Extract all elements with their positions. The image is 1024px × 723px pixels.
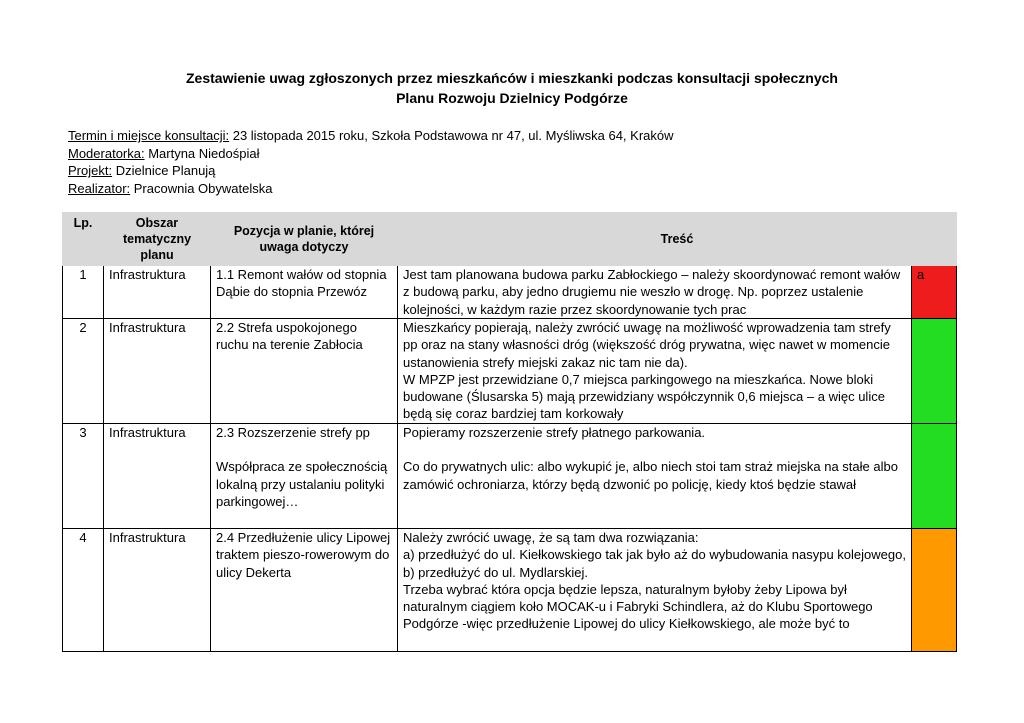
- pozycja-text: 2.2 Strefa uspokojonego ruchu na terenie Zabłocia: [216, 320, 363, 353]
- pozycja-text: 2.4 Przedłużenie ulicy Lipowej traktem pieszo-rowerowym do ulicy Dekerta: [216, 530, 391, 580]
- tresc-paragraph: Jest tam planowana budowa parku Zabłockiego – należy skoordynować remont wałów z budową parku, aby jedno drugiemu nie weszło w drogę. Np. poprzez ustalenie kolejności, w każdym razie przez skoordynowanie tych prac: [403, 267, 901, 317]
- termin-value: 23 listopada 2015 roku, Szkoła Podstawowa nr 47, ul. Myśliwska 64, Kraków: [229, 128, 674, 143]
- meta-projekt: [68, 162, 674, 180]
- row-tresc: [398, 319, 912, 424]
- pozycja-text: Współpraca ze społecznością lokalną przy ustalaniu polityki parkingowej…: [216, 459, 388, 509]
- status-cell: [912, 266, 957, 319]
- meta-block: [68, 127, 674, 197]
- header-tresc: Treść: [398, 213, 957, 266]
- row-pozycja: [211, 266, 398, 319]
- tresc-paragraph: Mieszkańcy popierają, należy zwrócić uwagę na możliwość wprowadzenia tam strefy pp oraz na stany własności dróg (większość dróg prywatna, więc nawet w momencie ustanowienia strefy miejski zakaz nic tam nie da).: [403, 320, 891, 370]
- row-lp: 3: [63, 424, 104, 529]
- meta-realizator: [68, 180, 674, 198]
- tresc-paragraph: Co do prywatnych ulic: albo wykupić je, albo niech stoi tam straż miejska na stałe albo zamówić ochroniarza, którzy będą dzwonić po policję, kiedy ktoś będzie stawał: [403, 459, 898, 492]
- table-row: [63, 319, 957, 424]
- row-obszar: Infrastruktura: [104, 529, 211, 652]
- termin-label: Termin i miejsce konsultacji:: [68, 128, 230, 143]
- realizator-value: Pracownia Obywatelska: [130, 180, 273, 196]
- row-pozycja: [211, 529, 398, 652]
- row-lp: 2: [63, 319, 104, 424]
- realizator-label: Realizator:: [68, 180, 131, 196]
- moderator-label: Moderatorka:: [68, 145, 145, 161]
- table-row: [63, 424, 957, 529]
- title-line-2: Planu Rozwoju Dzielnicy Podgórze: [396, 90, 628, 106]
- row-pozycja: [211, 424, 398, 529]
- row-lp: 4: [63, 529, 104, 652]
- row-obszar: Infrastruktura: [104, 319, 211, 424]
- row-tresc: [398, 266, 912, 319]
- status-cell: [912, 424, 957, 529]
- header-pozycja: Pozycja w planie, której uwaga dotyczy: [211, 213, 398, 266]
- tresc-paragraph: Trzeba wybrać która opcja będzie lepsza, naturalnym byłoby żeby Lipowa był naturalnym ciągiem koło MOCAK-u i Fabryki Schindlera, aż do Klubu Sportowego Podgórze -więc przedłużenie Lipowej do ulicy Kiełkowskiego, ale może być to: [403, 581, 873, 632]
- status-text: a: [917, 267, 925, 282]
- pozycja-text: 1.1 Remont wałów od stopnia Dąbie do stopnia Przewóz: [216, 267, 387, 300]
- document-title: [0, 68, 1024, 108]
- status-cell: [912, 319, 957, 424]
- moderator-value: Martyna Niedośpiał: [144, 145, 260, 161]
- meta-moderator: [68, 145, 674, 163]
- row-tresc: [398, 529, 912, 652]
- pozycja-text: 2.3 Rozszerzenie strefy pp: [216, 425, 370, 440]
- row-tresc: [398, 424, 912, 529]
- tresc-paragraph: a) przedłużyć do ul. Kiełkowskiego tak jak było aż do wybudowania nasypu kolejowego,: [403, 547, 906, 563]
- tresc-paragraph: W MPZP jest przewidziane 0,7 miejsca parkingowego na mieszkańca. Nowe bloki budowane (Ślusarska 5) mają przewidziany współczynnik 0,6 miejsca – a więc ulice będą się coraz bardziej tam korkowały: [403, 371, 885, 422]
- meta-termin: [68, 127, 674, 145]
- row-obszar: Infrastruktura: [104, 266, 211, 319]
- comments-table: [62, 212, 957, 652]
- table-row: [63, 266, 957, 319]
- tresc-paragraph: Popieramy rozszerzenie strefy płatnego parkowania.: [403, 425, 706, 440]
- table-row: [63, 529, 957, 652]
- table-header-row: [63, 213, 957, 266]
- row-pozycja: [211, 319, 398, 424]
- projekt-label: Projekt:: [68, 163, 113, 178]
- header-obszar: Obszar tematyczny planu: [104, 213, 211, 266]
- tresc-paragraph: b) przedłużyć do ul. Mydlarskiej.: [403, 564, 588, 580]
- header-lp: Lp.: [63, 213, 104, 266]
- tresc-paragraph: Należy zwrócić uwagę, że są tam dwa rozwiązania:: [403, 530, 699, 545]
- title-line-1: Zestawienie uwag zgłoszonych przez mieszkańców i mieszkanki podczas konsultacji społecznych: [186, 70, 838, 86]
- projekt-value: Dzielnice Planują: [112, 163, 216, 178]
- row-lp: 1: [63, 266, 104, 319]
- status-cell: [912, 529, 957, 652]
- row-obszar: Infrastruktura: [104, 424, 211, 529]
